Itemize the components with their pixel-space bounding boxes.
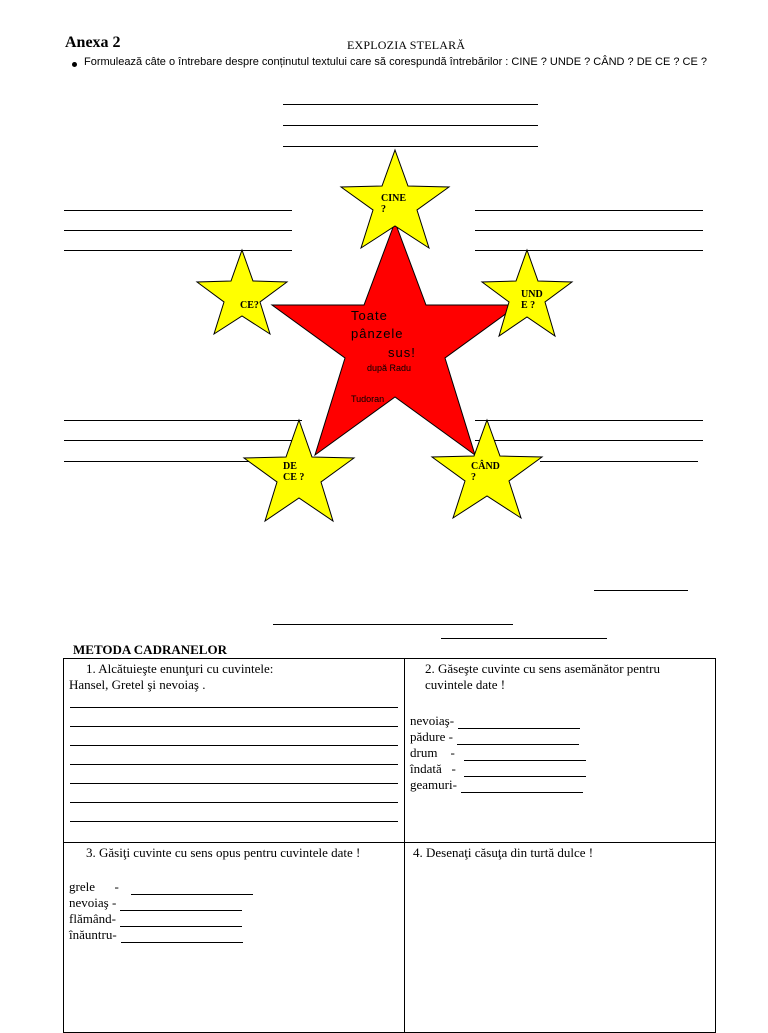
page-title: EXPLOZIA STELARĂ <box>347 38 466 52</box>
answer-line[interactable] <box>70 821 398 822</box>
word-label: geamuri- <box>410 777 457 792</box>
instruction-text: Formulează câte o întrebare despre conținutul textului care să corespundă întrebărilor : CINE ? UNDE ? CÂND ? DE CE ? CE ? <box>84 56 708 68</box>
quadrant-3 <box>64 843 405 1033</box>
quadrants-table <box>63 658 716 1033</box>
answer-blank[interactable] <box>121 930 243 943</box>
story-title-line-1: Toate <box>351 308 388 323</box>
answer-blank[interactable] <box>120 914 242 927</box>
story-author-line-1: după Radu <box>367 363 412 373</box>
quadrant-3-task: 3. Găsiţi cuvinte cu sens opus pentru cuvintele date ! <box>86 845 361 860</box>
word-row <box>405 745 715 761</box>
story-author-line-2: Tudoran <box>351 394 385 404</box>
quadrant-4-task: 4. Desenaţi căsuţa din turtă dulce ! <box>413 845 594 860</box>
quadrant-2-task: 2. Găseşte cuvinte cu sens asemănător pentru cuvintele date ! <box>425 661 661 692</box>
star-label-unde: UND E ? <box>521 289 543 311</box>
word-row <box>64 895 404 911</box>
word-label: grele - <box>69 879 119 894</box>
star-label-cand: CÂND ? <box>471 461 500 483</box>
star-label-ce: CE? <box>240 300 259 311</box>
word-label: nevoiaş- <box>410 713 455 728</box>
quadrant-4[interactable] <box>405 843 716 1033</box>
word-row <box>405 729 715 745</box>
star-label-dece: DE CE ? <box>283 461 305 483</box>
quadrant-1 <box>64 659 405 843</box>
star-label-cine: CINE ? <box>381 193 407 215</box>
word-label: înăuntru- <box>69 927 117 942</box>
story-title-line-2: pânzele <box>351 326 404 341</box>
word-row <box>405 777 715 793</box>
answer-blank[interactable] <box>464 748 586 761</box>
word-label: îndată - <box>410 761 456 776</box>
word-label: nevoiaş - <box>69 895 117 910</box>
quadrant-1-task: 1. Alcătuieşte enunţuri cu cuvintele: <box>86 661 274 676</box>
word-label: flămând- <box>69 911 116 926</box>
annex-label: Anexa 2 <box>65 34 121 51</box>
quadrant-2 <box>405 659 716 843</box>
star-ce-shape[interactable] <box>197 250 287 334</box>
answer-blank[interactable] <box>458 716 580 729</box>
story-title-line-3: sus! <box>388 345 416 360</box>
answer-blank[interactable] <box>120 898 242 911</box>
answer-blank[interactable] <box>461 780 583 793</box>
quadrant-1-words: Hansel, Gretel şi nevoiaş . <box>69 677 206 692</box>
word-label: pădure - <box>410 729 453 744</box>
word-row <box>405 713 715 729</box>
answer-blank[interactable] <box>464 764 586 777</box>
word-row <box>64 879 404 895</box>
word-label: drum - <box>410 745 455 760</box>
word-row <box>405 761 715 777</box>
word-row <box>64 911 404 927</box>
answer-blank[interactable] <box>457 732 579 745</box>
section-title: METODA CADRANELOR <box>73 642 227 657</box>
answer-blank[interactable] <box>131 882 253 895</box>
word-row <box>64 927 404 943</box>
